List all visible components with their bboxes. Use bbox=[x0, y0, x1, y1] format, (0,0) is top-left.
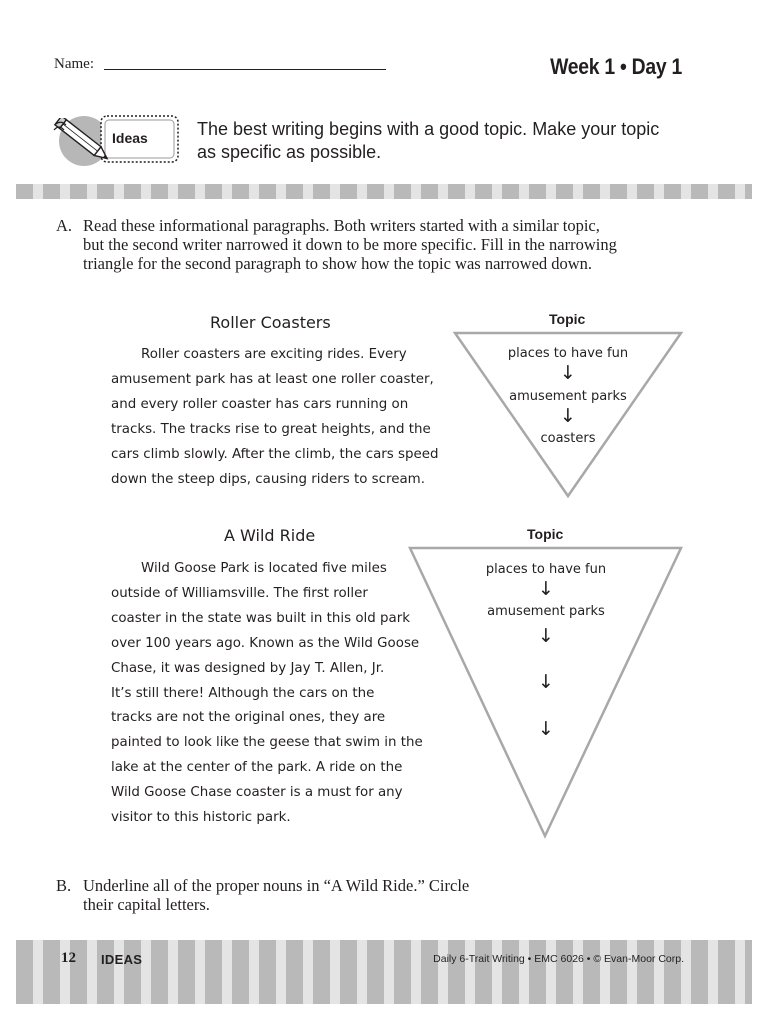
intro-text: The best writing begins with a good topic. Make your topic as specific as possible. bbox=[197, 119, 660, 162]
arrow-down-icon: ↓ bbox=[560, 405, 576, 427]
passage-line: It’s still there! Although the cars on the bbox=[111, 685, 375, 701]
passage-line: coaster in the state was built in this old park bbox=[111, 610, 410, 626]
triangle-1-item: amusement parks bbox=[509, 389, 627, 404]
question-b-text: Underline all of the proper nouns in “A Wild Ride.” Circle their capital letters. bbox=[83, 876, 470, 914]
name-label: Name: bbox=[54, 56, 94, 72]
question-b-letter: B. bbox=[56, 876, 72, 895]
passage-line: painted to look like the geese that swim in the bbox=[111, 735, 423, 751]
pencil-icon bbox=[50, 118, 122, 160]
passage-line: cars climb slowly. After the climb, the cars speed bbox=[111, 446, 439, 462]
footer-section-label: IDEAS bbox=[101, 952, 143, 967]
triangle-2-item: amusement parks bbox=[487, 604, 605, 619]
passage-line: lake at the center of the park. A ride on the bbox=[111, 760, 403, 776]
passage-line: Roller coasters are exciting rides. Every bbox=[141, 347, 407, 362]
arrow-down-icon: ↓ bbox=[538, 671, 554, 693]
question-a-text: Read these informational paragraphs. Both writers started with a similar topic, but the second writer narrowed it down to be more specific. Fill in the narrowing triangle for the second paragraph to show how the topic was narrowed down. bbox=[83, 216, 617, 273]
passage-2-title: A Wild Ride bbox=[224, 526, 316, 545]
page-number: 12 bbox=[61, 950, 76, 966]
passage-line: tracks are not the original ones, they are bbox=[111, 710, 386, 726]
triangle-2-blank-2[interactable] bbox=[486, 696, 606, 718]
passage-line: Chase, it was designed by Jay T. Allen, Jr. bbox=[111, 660, 385, 676]
arrow-down-icon: ↓ bbox=[560, 362, 576, 384]
triangle-2-blank-3[interactable] bbox=[506, 745, 586, 767]
arrow-down-icon: ↓ bbox=[538, 625, 554, 647]
divider-stripe bbox=[16, 184, 752, 199]
arrow-down-icon: ↓ bbox=[538, 718, 554, 740]
passage-2-body bbox=[111, 557, 431, 831]
triangle-1-item: places to have fun bbox=[507, 346, 629, 361]
passage-line: visitor to this historic park. bbox=[111, 810, 291, 826]
passage-line: tracks. The tracks rise to great heights, and the bbox=[111, 421, 431, 437]
arrow-down-icon: ↓ bbox=[538, 578, 554, 600]
footer-stripe bbox=[16, 940, 752, 1004]
triangle-2-item: places to have fun bbox=[485, 562, 607, 577]
passage-1-title: Roller Coasters bbox=[210, 313, 331, 332]
triangle-1-item: coasters bbox=[540, 431, 596, 446]
passage-1-body bbox=[111, 343, 451, 492]
footer-credit: Daily 6-Trait Writing • EMC 6026 • © Evan-Moor Corp. bbox=[433, 953, 684, 965]
triangle-2-topic-label: Topic bbox=[527, 526, 564, 542]
page-title: Week 1 • Day 1 bbox=[550, 54, 682, 79]
passage-line: over 100 years ago. Known as the Wild Goose bbox=[111, 635, 420, 651]
passage-line: outside of Williamsville. The first roller bbox=[111, 585, 368, 601]
passage-line: Wild Goose Chase coaster is a must for any bbox=[111, 785, 403, 801]
triangle-1-topic-label: Topic bbox=[549, 311, 586, 327]
name-field-line[interactable] bbox=[104, 69, 386, 70]
ideas-badge-label: Ideas bbox=[112, 130, 148, 146]
passage-line: Wild Goose Park is located five miles bbox=[141, 561, 387, 576]
question-a-letter: A. bbox=[56, 216, 73, 235]
triangle-2-blank-1[interactable] bbox=[476, 650, 616, 672]
passage-line: amusement park has at least one roller coaster, bbox=[111, 371, 434, 387]
passage-line: and every roller coaster has cars running on bbox=[111, 396, 409, 412]
passage-line: down the steep dips, causing riders to scream. bbox=[111, 471, 425, 487]
